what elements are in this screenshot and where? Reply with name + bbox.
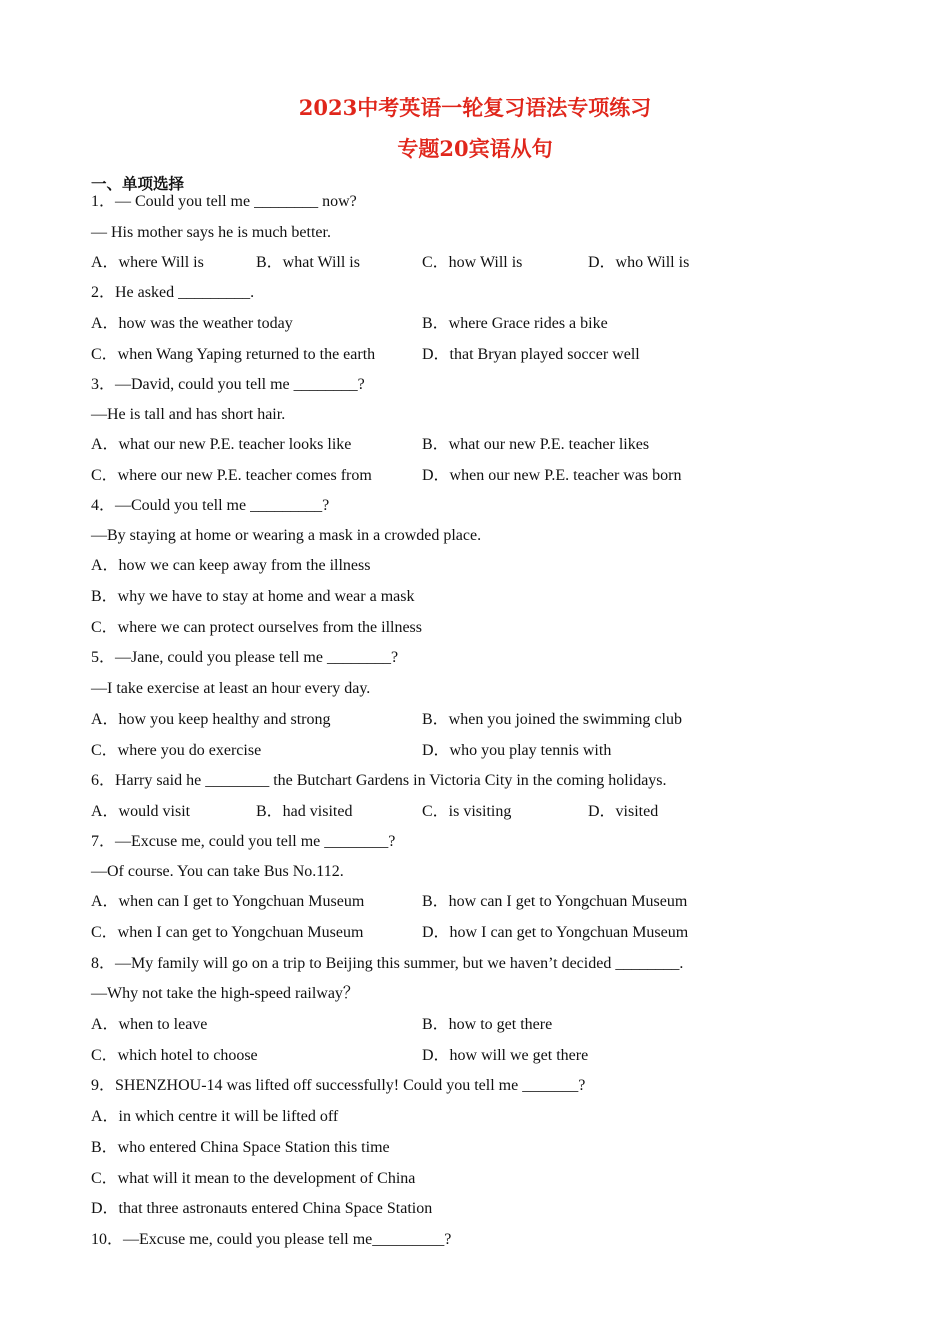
question-8-option-b: B．how to get there — [422, 1016, 553, 1033]
question-10-stem: 10．—Excuse me, could you please tell me_________? — [91, 1231, 452, 1248]
question-6-option-b: B．had visited — [256, 803, 353, 820]
question-6-option-d: D．visited — [588, 803, 659, 820]
question-5-stem: 5．—Jane, could you please tell me ________? — [91, 649, 399, 666]
question-4-reply: —By staying at home or wearing a mask in a crowded place. — [91, 527, 482, 544]
question-5-option-b: B．when you joined the swimming club — [422, 711, 682, 728]
question-9-option-a: A．in which centre it will be lifted off — [91, 1108, 339, 1125]
question-3-stem: 3．—David, could you tell me ________? — [91, 376, 365, 393]
question-7-option-d: D．how I can get to Yongchuan Museum — [422, 924, 689, 941]
question-5-option-a: A．how you keep healthy and strong — [91, 711, 331, 728]
question-6-stem: 6．Harry said he ________ the Butchart Gardens in Victoria City in the coming holidays. — [91, 772, 667, 789]
question-6-option-c: C．is visiting — [422, 803, 512, 820]
section-heading: 一、单项选择 — [91, 175, 185, 193]
question-8-option-a: A．when to leave — [91, 1016, 208, 1033]
question-4-option-c: C．where we can protect ourselves from the illness — [91, 619, 423, 636]
question-8-option-d: D．how will we get there — [422, 1047, 589, 1064]
question-7-option-c: C．when I can get to Yongchuan Museum — [91, 924, 364, 941]
question-1-stem: 1．— Could you tell me ________ now? — [91, 193, 357, 210]
question-3-option-c: C．where our new P.E. teacher comes from — [91, 467, 372, 484]
question-3-option-d: D．when our new P.E. teacher was born — [422, 467, 682, 484]
question-3-option-b: B．what our new P.E. teacher likes — [422, 436, 650, 453]
question-8-option-c: C．which hotel to choose — [91, 1047, 258, 1064]
question-7-stem: 7．—Excuse me, could you tell me ________? — [91, 833, 396, 850]
question-4-option-b: B．why we have to stay at home and wear a mask — [91, 588, 415, 605]
question-1-option-a: A．where Will is — [91, 254, 204, 271]
question-1-reply: — His mother says he is much better. — [91, 224, 331, 241]
question-4-stem: 4．—Could you tell me _________? — [91, 497, 330, 514]
question-7-option-b: B．how can I get to Yongchuan Museum — [422, 893, 688, 910]
question-2-stem: 2．He asked _________. — [91, 284, 255, 301]
question-1-option-d: D．who Will is — [588, 254, 690, 271]
question-2-option-d: D．that Bryan played soccer well — [422, 346, 640, 363]
question-8-stem: 8．—My family will go on a trip to Beijing this summer, but we haven’t decided ________. — [91, 955, 684, 972]
question-2-option-b: B．where Grace rides a bike — [422, 315, 608, 332]
question-5-option-d: D．who you play tennis with — [422, 742, 612, 759]
question-1-option-c: C．how Will is — [422, 254, 523, 271]
question-9-option-b: B．who entered China Space Station this time — [91, 1139, 390, 1156]
question-1-option-b: B．what Will is — [256, 254, 360, 271]
question-4-option-a: A．how we can keep away from the illness — [91, 557, 371, 574]
question-7-reply: —Of course. You can take Bus No.112. — [91, 863, 344, 880]
question-9-option-c: C．what will it mean to the development of China — [91, 1170, 416, 1187]
document-title: 2023中考英语一轮复习语法专项练习 — [298, 95, 652, 120]
question-9-stem: 9．SHENZHOU-14 was lifted off successfully! Could you tell me _______? — [91, 1077, 586, 1094]
question-2-option-c: C．when Wang Yaping returned to the earth — [91, 346, 376, 363]
question-7-option-a: A．when can I get to Yongchuan Museum — [91, 893, 365, 910]
question-8-reply: —Why not take the high-speed railway？ — [91, 985, 359, 1002]
question-5-reply: —I take exercise at least an hour every day. — [91, 680, 371, 697]
question-5-option-c: C．where you do exercise — [91, 742, 262, 759]
question-9-option-d: D．that three astronauts entered China Space Station — [91, 1200, 433, 1217]
question-2-option-a: A．how was the weather today — [91, 315, 293, 332]
question-3-option-a: A．what our new P.E. teacher looks like — [91, 436, 352, 453]
question-6-option-a: A．would visit — [91, 803, 191, 820]
document-subtitle: 专题20宾语从句 — [397, 136, 553, 161]
question-3-reply: —He is tall and has short hair. — [91, 406, 286, 423]
